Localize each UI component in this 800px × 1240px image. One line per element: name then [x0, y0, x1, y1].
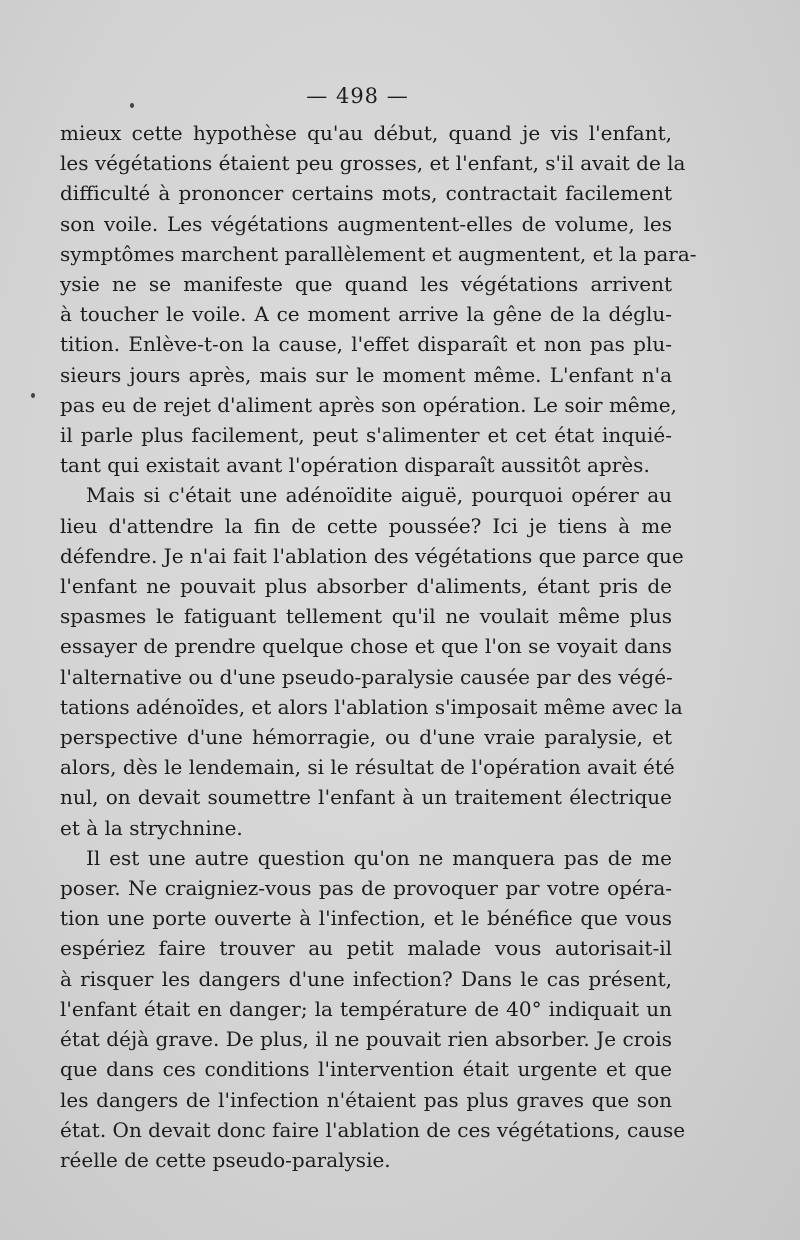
text-line: mieux cette hypothèse qu'au début, quand je vis l'enfant,	[60, 121, 672, 145]
text-line: il parle plus facilement, peut s'alimenter et cet état inquié-	[60, 423, 672, 448]
text-line: difficulté à prononcer certains mots, contractait facilement	[60, 181, 672, 206]
text-line: tant qui existait avant l'opération disparaît aussitôt après.	[60, 453, 650, 478]
text-line: l'alternative ou d'une pseudo-paralysie causée par des végé-	[60, 664, 673, 689]
text-line: ysie ne se manifeste que quand les végétations arrivent	[60, 272, 672, 297]
paragraph	[60, 480, 684, 842]
paragraph	[60, 118, 697, 480]
text-line: espériez faire trouver au petit malade vous autorisait-il	[60, 936, 672, 961]
text-line: essayer de prendre quelque chose et que l'on se voyait dans	[60, 634, 672, 659]
paragraph	[60, 843, 686, 1175]
text-line: tition. Enlève-t-on la cause, l'effet disparaît et non pas plu-	[60, 332, 672, 357]
text-line: nul, on devait soumettre l'enfant à un traitement électrique	[60, 785, 672, 810]
text-line: perspective d'une hémorragie, ou d'une vraie paralysie, et	[60, 725, 672, 750]
text-line: à risquer les dangers d'une infection? Dans le cas présent,	[60, 966, 672, 991]
text-line: son voile. Les végétations augmentent-elles de volume, les	[60, 211, 672, 236]
text-line: pas eu de rejet d'aliment après son opération. Le soir même,	[60, 392, 677, 417]
text-line: état déjà grave. De plus, il ne pouvait rien absorber. Je crois	[60, 1027, 672, 1052]
text-line: et à la strychnine.	[60, 815, 243, 840]
text-line: alors, dès le lendemain, si le résultat de l'opération avait été	[60, 755, 675, 780]
page-number: — 498 —	[306, 84, 409, 108]
ink-speck	[31, 393, 35, 398]
ink-speck	[130, 103, 134, 108]
text-line: sieurs jours après, mais sur le moment même. L'enfant n'a	[60, 362, 672, 387]
text-line: lieu d'attendre la fin de cette poussée? Ici je tiens à me	[60, 513, 672, 538]
text-line: l'enfant était en danger; la température de 40° indiquait un	[60, 996, 672, 1021]
text-line: à toucher le voile. A ce moment arrive la gêne de la déglu-	[60, 302, 672, 327]
text-line: l'enfant ne pouvait plus absorber d'aliments, étant pris de	[60, 574, 672, 599]
text-line: poser. Ne craigniez-vous pas de provoquer par votre opéra-	[60, 876, 672, 901]
text-line: tations adénoïdes, et alors l'ablation s'imposait même avec la	[60, 694, 683, 719]
text-line: défendre. Je n'ai fait l'ablation des végétations que parce que	[60, 543, 684, 568]
text-line: les végétations étaient peu grosses, et l'enfant, s'il avait de la	[60, 151, 686, 176]
text-line: réelle de cette pseudo-paralysie.	[60, 1147, 391, 1172]
text-line: spasmes le fatiguant tellement qu'il ne voulait même plus	[60, 604, 672, 629]
text-line: les dangers de l'infection n'étaient pas plus graves que son	[60, 1087, 672, 1112]
text-line: symptômes marchent parallèlement et augmentent, et la para-	[60, 241, 697, 266]
text-line: état. On devait donc faire l'ablation de ces végétations, cause	[60, 1117, 686, 1142]
body-text	[60, 118, 697, 1175]
text-line: Il est une autre question qu'on ne manquera pas de me	[86, 845, 672, 870]
text-line: Mais si c'était une adénoïdite aiguë, pourquoi opérer au	[86, 483, 672, 508]
text-line: que dans ces conditions l'intervention était urgente et que	[60, 1057, 672, 1082]
text-line: tion une porte ouverte à l'infection, et le bénéfice que vous	[60, 906, 672, 931]
